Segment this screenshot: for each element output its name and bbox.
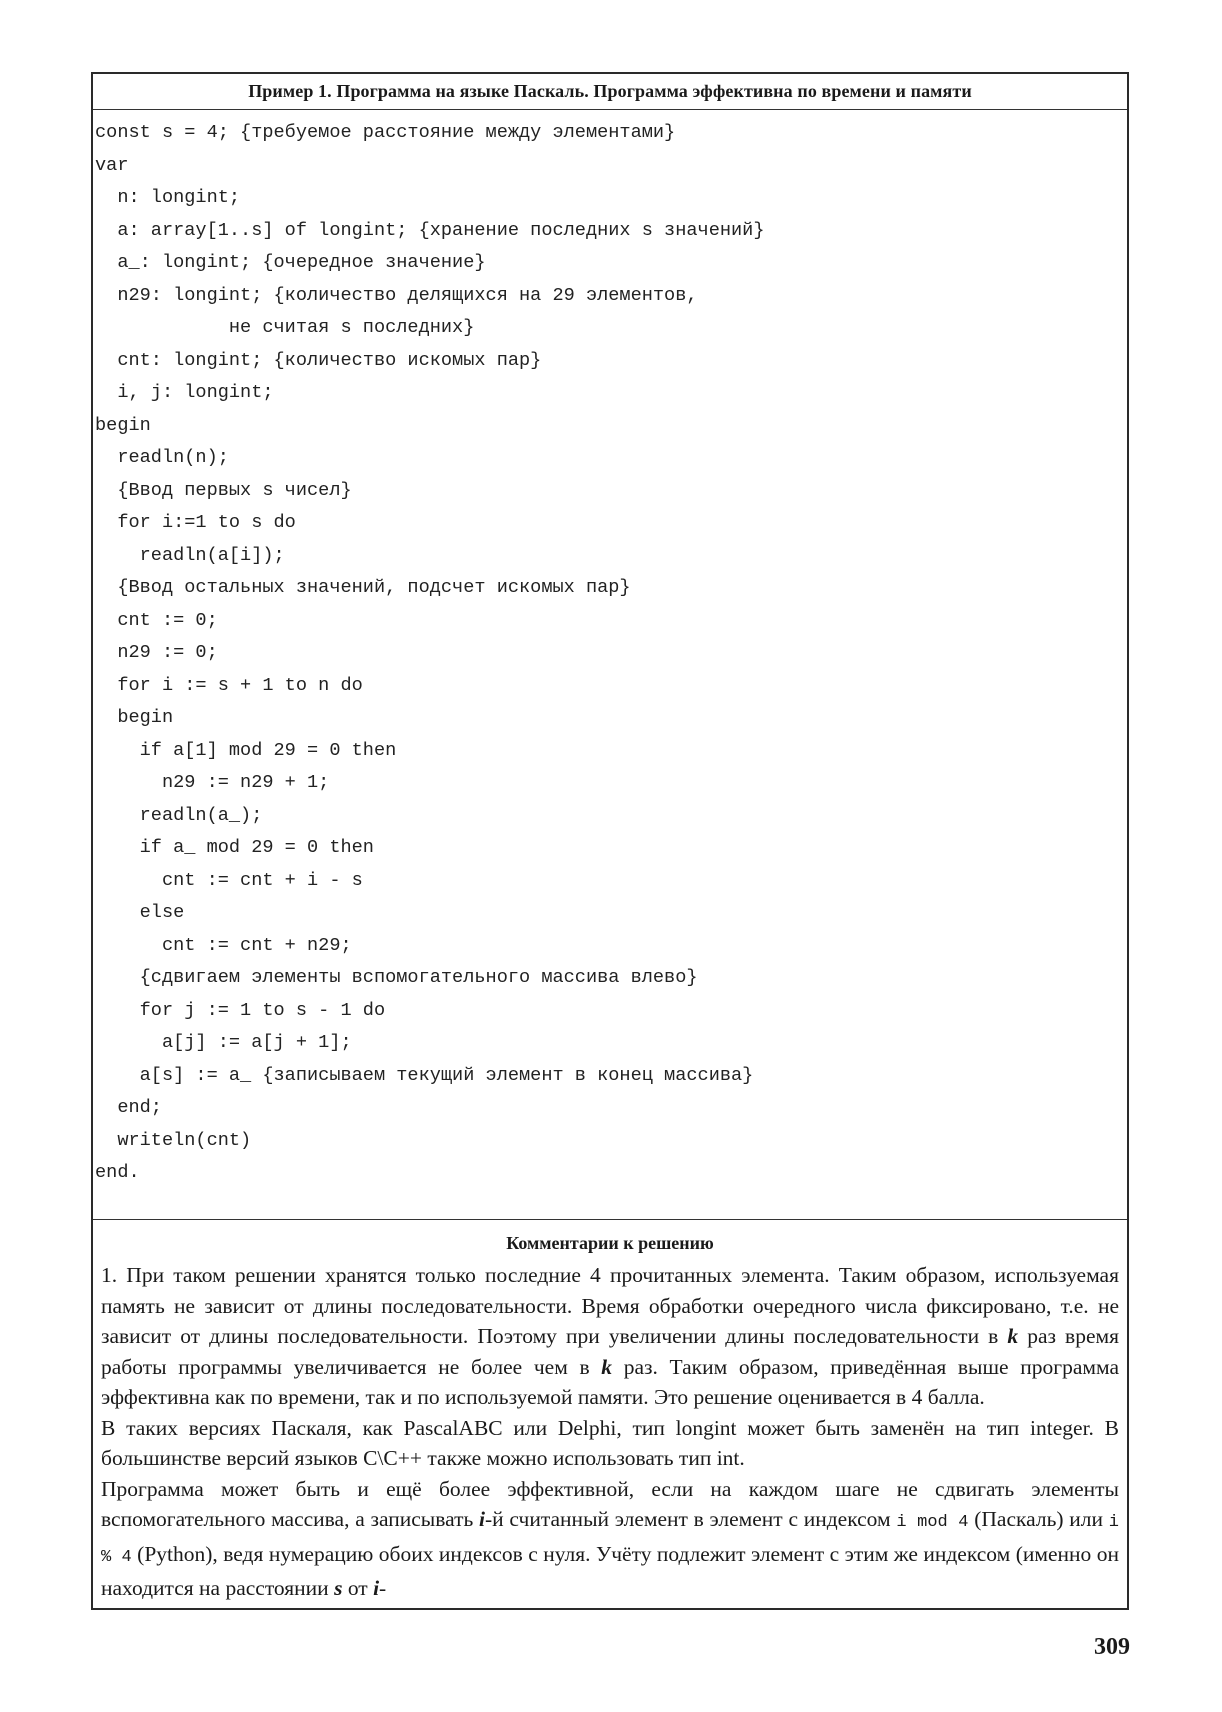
- code-line: if a[1] mod 29 = 0 then: [95, 739, 397, 761]
- code-line: readln(n);: [95, 447, 229, 468]
- code-line: {Ввод остальных значений, подсчет искомых пар}: [95, 577, 631, 598]
- comment-text: раз. Таким образом, приведённая выше программа эффективна как по времени, так и по используемой памяти. Это решение оценивается в 4 балла.: [101, 1354, 1119, 1409]
- code-line: n29 := n29 + 1;: [95, 772, 330, 793]
- code-line: var: [95, 154, 129, 176]
- pascal-code-block: [93, 110, 1127, 1220]
- variable-k: k: [1007, 1324, 1019, 1348]
- code-line: readln(a_);: [95, 804, 263, 826]
- code-line: readln(a[i]);: [95, 544, 285, 566]
- code-line: n: longint;: [95, 187, 241, 208]
- code-line: if a_ mod 29 = 0 then: [95, 837, 374, 858]
- code-line: a[j] := a[j + 1];: [95, 1032, 352, 1053]
- comments-title: Комментарии к решению: [506, 1233, 714, 1253]
- code-line: a_: longint; {очередное значение}: [95, 252, 486, 273]
- variable-s: s: [334, 1576, 343, 1600]
- code-line: end;: [95, 1097, 162, 1118]
- example-frame: [91, 72, 1129, 1610]
- comment-text: раз время работы программы увеличивается не более чем в: [101, 1324, 1119, 1379]
- comment-text: от: [342, 1576, 374, 1600]
- code-line: cnt := cnt + n29;: [95, 934, 352, 956]
- variable-k: k: [601, 1354, 613, 1379]
- comment-text: 1. При таком решении хранятся только последние 4 прочитанных элемента. Таким образом, используемая память не зависит от длины последовательности. Время обработки очередного числа фиксировано, т.е. не зависит от длины последовательности. Поэтому при увеличении длины последовательности в: [101, 1263, 1119, 1348]
- comment-paragraph-2: В таких версиях Паскаля, как PascalABC или Delphi, тип longint может быть заменён на тип integer. В большинстве версий языков C\C++ также можно использовать тип int.: [101, 1415, 1119, 1470]
- comment-text: -й считанный элемент в элемент с индексом: [485, 1507, 897, 1531]
- comment-text: (Python), ведя нумерацию обоих индексов с нуля. Учёту подлежит элемент с этим же индексом (именно он находится на расстоянии: [101, 1541, 1120, 1600]
- code-line: cnt := cnt + i - s: [95, 869, 363, 891]
- code-line: for i := s + 1 to n do: [95, 674, 363, 696]
- comment-text: (Паскаль) или: [968, 1507, 1109, 1531]
- code-line: end.: [95, 1162, 140, 1183]
- code-line: else: [95, 902, 185, 923]
- code-line: n29 := 0;: [95, 642, 218, 663]
- code-line: a[s] := a_ {записываем текущий элемент в конец массива}: [95, 1064, 754, 1086]
- comment-paragraph-1: [101, 1260, 1119, 1413]
- code-line: не считая s последних}: [95, 317, 475, 338]
- code-line: cnt := 0;: [95, 609, 218, 631]
- comment-text: Программа может быть и ещё более эффективной, если на каждом шаге не сдвигать элементы вспомогательного массива, а записывать: [101, 1476, 1119, 1531]
- code-line: for j := 1 to s - 1 do: [95, 999, 386, 1021]
- comment-text: -: [379, 1576, 387, 1600]
- inline-code: i % 4: [101, 1513, 1119, 1567]
- page-number: 309: [1094, 1634, 1130, 1660]
- code-line: i, j: longint;: [95, 382, 274, 403]
- code-line: {сдвигаем элементы вспомогательного массива влево}: [95, 967, 698, 988]
- code-line: writeln(cnt): [95, 1129, 252, 1151]
- code-line: cnt: longint; {количество искомых пар}: [95, 349, 542, 371]
- variable-i: i: [373, 1576, 380, 1600]
- code-line: const s = 4; {требуемое расстояние между элементами}: [95, 122, 676, 143]
- comment-paragraph-3: [101, 1474, 1119, 1604]
- variable-i: i: [479, 1507, 486, 1531]
- solution-comments: [93, 1220, 1127, 1604]
- example-title: Пример 1. Программа на языке Паскаль. Программа эффективна по времени и памяти: [93, 74, 1127, 110]
- code-line: begin: [95, 707, 174, 728]
- code-line: for i:=1 to s do: [95, 512, 296, 533]
- code-line: {Ввод первых s чисел}: [95, 479, 352, 501]
- inline-code: i mod 4: [896, 1513, 969, 1532]
- code-line: begin: [95, 414, 151, 436]
- code-line: n29: longint; {количество делящихся на 29 элементов,: [95, 284, 698, 306]
- code-line: a: array[1..s] of longint; {хранение последних s значений}: [95, 219, 765, 241]
